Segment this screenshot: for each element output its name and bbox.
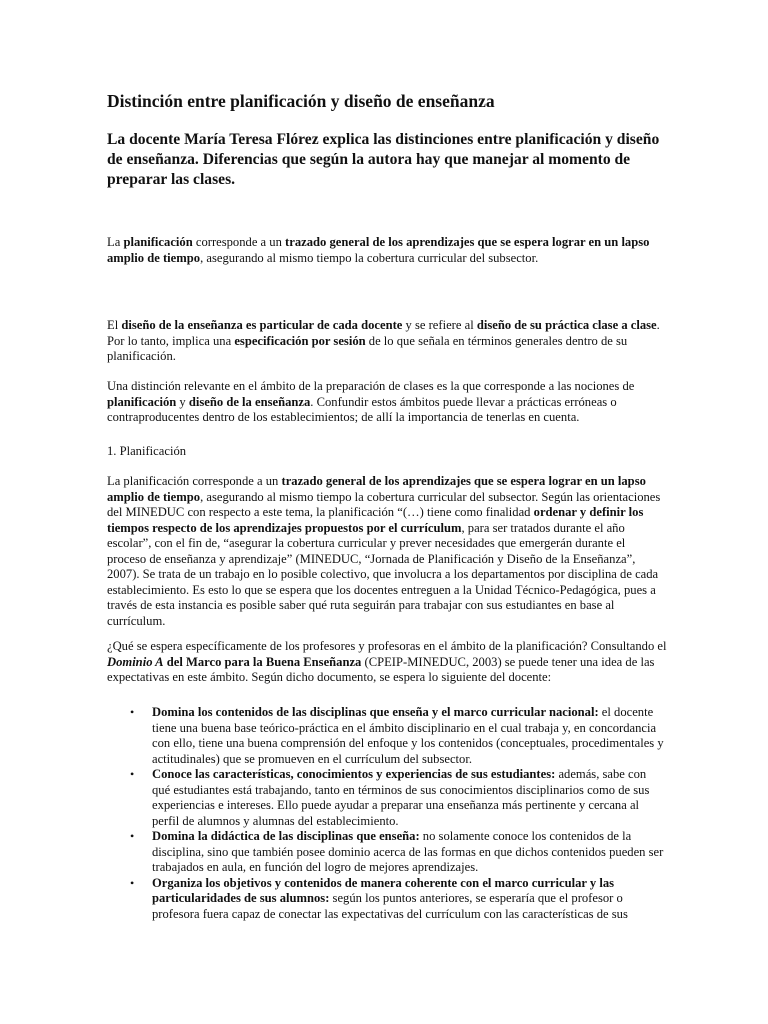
- text-run: trazado general de los aprendizajes que se espera lograr en un lapso amplio de tiempo: [107, 474, 646, 504]
- bullet-icon: •: [130, 829, 135, 843]
- bullet-item: [107, 876, 667, 923]
- text-run: Una distinción relevante en el ámbito de la preparación de clases es la que corresponde a las nociones de: [107, 379, 635, 393]
- text-run: y: [176, 394, 189, 409]
- text-run: corresponde a un: [192, 235, 286, 249]
- bullet-item: [107, 767, 667, 829]
- bullet-heading: Organiza los objetivos y contenidos de manera coherente con el marco curricular y las particularidades de sus alumnos:: [152, 875, 615, 905]
- text-run: y se refiere al: [402, 318, 477, 332]
- text-run: diseño de la enseñanza: [188, 394, 311, 409]
- text-run: , para ser tratados durante el año escolar”, con el fin de, “asegurar la cobertura curricular y prever necesidades que emergerán durante el proceso de enseñanza y aprendizaje” (MINEDUC, “Jornada de Planificación y Diseño de la Enseñanza”, 2007). Se trata de un trabajo en lo posible colectivo, que involucra a los departamentos por disciplina de cada establecimiento. Es esto lo que se espera que los docentes entreguen a la Unidad Técnico-Pedagógica, pues a través de esta instancia es posible saber qué ruta seguirán para trabajar con sus estudiantes en base al currículum.: [107, 520, 659, 628]
- document-title: Distinción entre planificación y diseño de enseñanza: [107, 91, 495, 111]
- text-run: diseño de su práctica clase a clase: [476, 318, 657, 332]
- text-run: del Marco para la Buena Enseñanza: [163, 654, 362, 669]
- text-run: La: [107, 235, 124, 249]
- paragraph-expectativas: [107, 639, 667, 686]
- text-run: , asegurando al mismo tiempo la cobertura curricular del subsector. Según las orientaciones del MINEDUC con respecto a este tema, la planificación “(…) tiene como finalidad: [107, 489, 661, 519]
- text-run: , asegurando al mismo tiempo la cobertura curricular del subsector.: [200, 250, 539, 265]
- bullet-icon: •: [130, 875, 135, 890]
- section-heading-planificacion: 1. Planificación: [107, 444, 187, 458]
- text-run: Dominio A: [107, 654, 164, 669]
- text-run: trazado general de los aprendizajes que se espera lograr en un lapso amplio de tiempo: [107, 235, 650, 265]
- bullet-heading: Domina la didáctica de las disciplinas que enseña:: [152, 829, 420, 843]
- bullet-heading: Conoce las características, conocimientos y experiencias de sus estudiantes:: [152, 767, 556, 781]
- bullet-text: el docente tiene una buena base teórico-práctica en el ámbito disciplinario en el cual trabaja y, en concordancia con ello, tiene una buena comprensión del enfoque y los contenidos (conceptuales, procedimentales y actitudinales) que se promueven en el currículum del subsector.: [152, 705, 664, 766]
- paragraph-planificacion-intro: [107, 235, 667, 266]
- bullet-text: según los puntos anteriores, se esperaría que el profesor o profesora fuera capaz de conectar las expectativas del currículum con las características de sus: [152, 891, 628, 921]
- bullet-icon: •: [130, 705, 135, 719]
- bullet-item: [107, 829, 667, 876]
- text-run: diseño de la enseñanza es particular de cada docente: [121, 318, 403, 332]
- paragraph-distincion: [107, 379, 667, 426]
- text-run: ¿Qué se espera específicamente de los profesores y profesoras en el ámbito de la planificación? Consultando el: [107, 639, 667, 653]
- text-run: El: [107, 318, 122, 332]
- text-run: . Confundir estos ámbitos puede llevar a prácticas erróneas o contraproducentes dentro de los establecimientos; de allí la importancia de tenerlas en cuenta.: [107, 394, 617, 424]
- text-run: La planificación corresponde a un: [107, 474, 282, 488]
- text-run: ordenar y definir los tiempos respecto de los aprendizajes propuestos por el currículum: [107, 505, 644, 535]
- text-run: planificación: [123, 235, 193, 249]
- text-run: especificación por sesión: [234, 333, 366, 348]
- text-run: planificación: [107, 394, 177, 409]
- bullet-text: además, sabe con qué estudiantes está trabajando, tanto en términos de sus conocimientos disciplinarios como de sus experiencias e intereses. Ello puede ayudar a preparar una enseñanza más pertinente y cercana al perfil de alumnos y alumnas del establecimiento.: [152, 767, 650, 828]
- bullet-item: [107, 705, 667, 767]
- text-run: . Por lo tanto, implica una: [107, 318, 660, 348]
- bullet-list: [107, 705, 667, 922]
- text-run: (CPEIP-MINEDUC, 2003) se puede tener una idea de las expectativas en este ámbito. Según dicho documento, se espera lo siguiente del docente:: [107, 654, 655, 684]
- text-run: de lo que señala en términos generales dentro de su planificación.: [107, 333, 628, 363]
- paragraph-planificacion-detalle: [107, 474, 667, 629]
- bullet-text: no solamente conoce los contenidos de la disciplina, sino que también posee dominio acerca de las formas en que dichos contenidos pueden ser trabajados en aula, en función del logro de mejores aprendizajes.: [152, 829, 664, 874]
- bullet-icon: •: [130, 767, 135, 781]
- paragraph-diseno-intro: [107, 318, 667, 365]
- document-lead: La docente María Teresa Flórez explica las distinciones entre planificación y diseño de enseñanza. Diferencias que según la autora hay que manejar al momento de preparar las clases.: [107, 131, 660, 188]
- bullet-heading: Domina los contenidos de las disciplinas que enseña y el marco curricular nacional:: [152, 705, 599, 719]
